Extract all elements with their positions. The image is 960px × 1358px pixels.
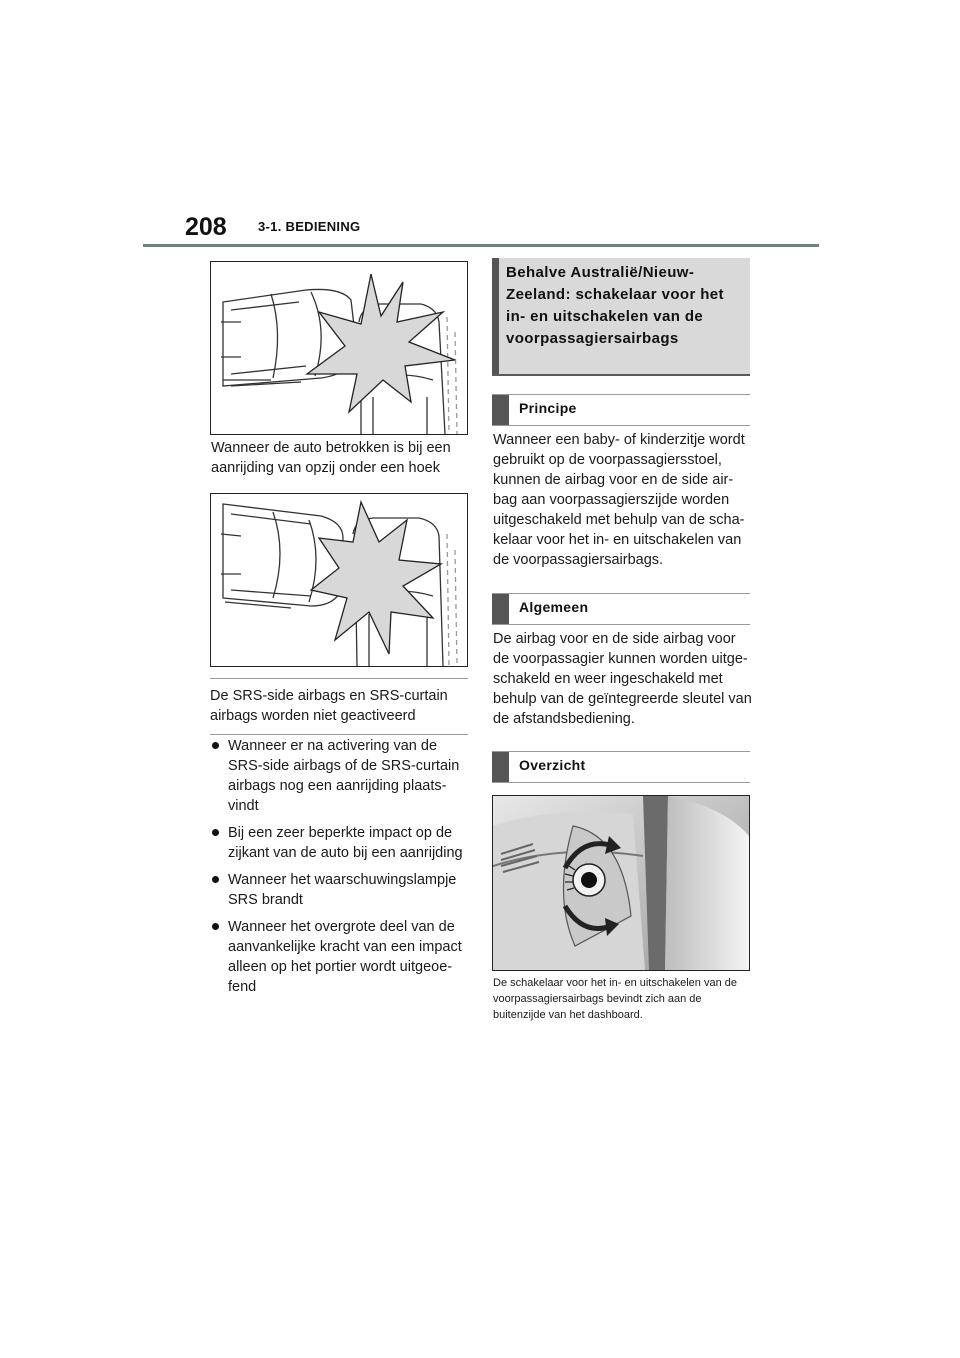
list-item: Wanneer het overgrote deel van de aanvankelijke kracht van een impact alleen op het portier wordt uitgeoe-fend [212, 917, 474, 997]
algemeen-text: De airbag voor en de side airbag voor de voorpassagier kunnen worden uitge-schakeld en weer ingeschakeld met behulp van de geïntegreerde sleutel van de afstandsbediening. [493, 631, 752, 727]
heading-marker [492, 752, 509, 782]
algemeen-heading [492, 593, 750, 625]
switch-figure-caption: De schakelaar voor het in- en uitschakelen van de voorpassagiersairbags bevindt zich aan de buitenzijde van het dashboard. [493, 977, 737, 1021]
main-heading-text: Behalve Australië/Nieuw-Zeeland: schakelaar voor het in- en uitschakelen van de voorpassagiersairbags [506, 264, 724, 347]
airbag-switch-illustration [492, 795, 750, 971]
header-rule [143, 244, 819, 247]
side-impact-illustration [210, 493, 468, 667]
algemeen-heading-text: Algemeen [519, 599, 589, 615]
section-title: 3-1. BEDIENING [258, 219, 361, 234]
principe-heading-text: Principe [519, 400, 577, 416]
overzicht-heading [492, 751, 750, 783]
angled-side-impact-illustration [210, 261, 468, 435]
condition-list [212, 736, 474, 1004]
principe-heading [492, 394, 750, 426]
page-number: 208 [185, 213, 227, 241]
heading-marker [492, 395, 509, 425]
list-item: Bij een zeer beperkte impact op de zijkant van de auto bij een aanrijding [212, 823, 474, 863]
overzicht-heading-text: Overzicht [519, 757, 586, 773]
list-item: Wanneer het waarschuwingslampje SRS brandt [212, 870, 474, 910]
figure1-caption: Wanneer de auto betrokken is bij een aanrijding van opzij onder een hoek [211, 440, 451, 476]
heading-marker [492, 258, 499, 374]
list-item: Wanneer er na activering van de SRS-side airbags of de SRS-curtain airbags nog een aanrijding plaats-vindt [212, 736, 474, 816]
principe-text: Wanneer een baby- of kinderzitje wordt gebruikt op de voorpassagiersstoel, kunnen de airbag voor en de side air-bag aan voorpassagierszijde worden uitgeschakeld met behulp van de scha-kelaar voor het in- en uitschakelen van de voorpassagiersairbags. [493, 432, 745, 568]
note-box: De SRS-side airbags en SRS-curtain airbags worden niet geactiveerd [210, 678, 468, 735]
heading-marker [492, 594, 509, 624]
main-section-heading [492, 258, 750, 376]
